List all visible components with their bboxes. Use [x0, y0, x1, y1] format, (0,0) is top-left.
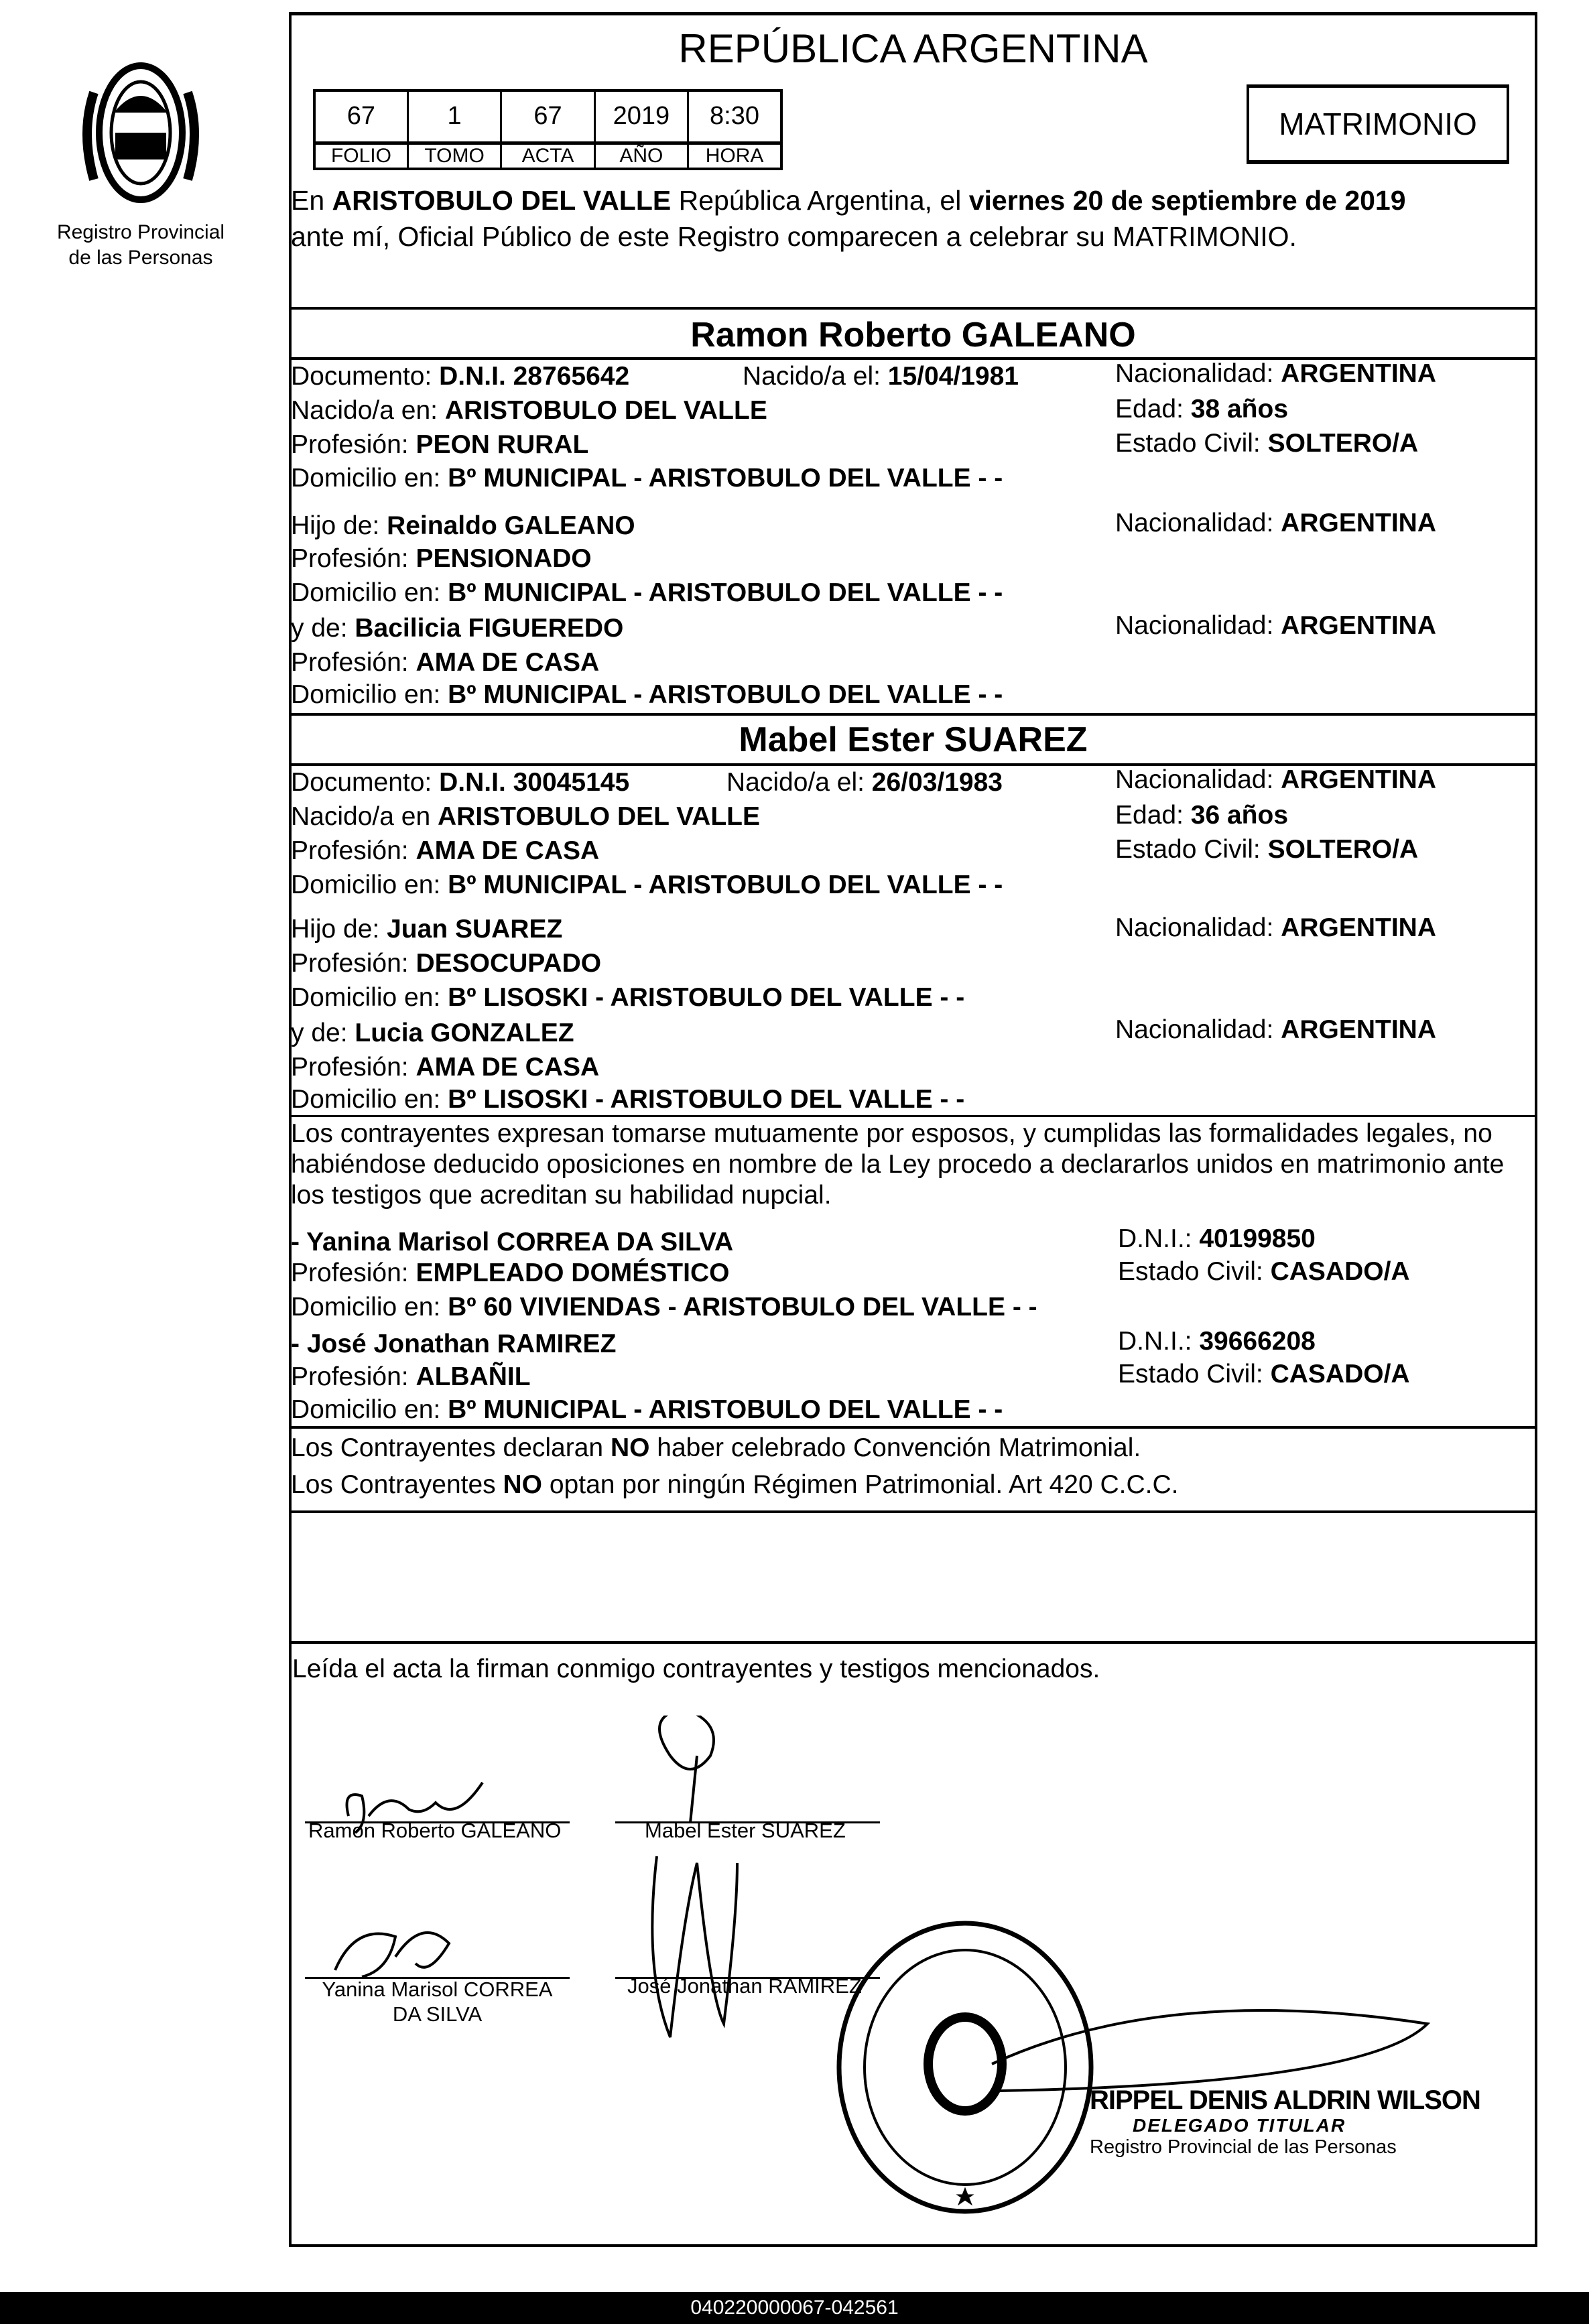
tomo-value: 1: [407, 90, 501, 143]
folio-label: FOLIO: [314, 143, 407, 169]
year-label: AÑO: [594, 143, 688, 169]
divider: [289, 1115, 1537, 1117]
official-office: Registro Provincial de las Personas: [1090, 2136, 1397, 2158]
act-type-box: MATRIMONIO: [1247, 84, 1509, 164]
closing-text: Leída el acta la firman conmigo contrayentes y testigos mencionados.: [292, 1655, 1100, 1683]
divider: [289, 1510, 1537, 1513]
acta-label: ACTA: [501, 143, 594, 169]
witness2-signature-label: José Jonathan RAMIREZ: [627, 1974, 862, 1998]
year-value: 2019: [594, 90, 688, 143]
acta-value: 67: [501, 90, 594, 143]
document-title: REPÚBLICA ARGENTINA: [678, 26, 1148, 71]
groom-signature-label: Ramon Roberto GALEANO: [308, 1819, 562, 1842]
tomo-label: TOMO: [407, 143, 501, 169]
provincial-seal-icon: [74, 52, 208, 213]
official-title: DELEGADO TITULAR: [1133, 2115, 1346, 2136]
divider: [289, 1426, 1537, 1429]
folio-value: 67: [314, 90, 407, 143]
intro-text: En ARISTOBULO DEL VALLE República Argentina, el viernes 20 de septiembre de 2019 ante mí, Oficial Público de este Registro comparecen a celebrar su MATRIMONIO.: [291, 185, 1406, 252]
bride-name-heading: Mabel Ester SUAREZ: [739, 720, 1088, 759]
official-name: RIPPEL DENIS ALDRIN WILSON: [1090, 2085, 1480, 2115]
witness1-signature-label: Yanina Marisol CORREA DA SILVA: [322, 1978, 553, 2026]
official-stamp-icon: [831, 1917, 1434, 2232]
declaration-text: Los contrayentes expresan tomarse mutuamente por esposos, y cumplidas las formalidades legales, no habiéndose deducido oposiciones en nombre de la Ley procedo a declararlos unidos en matrimonio ante los testigos que acreditan su habilidad nupcial.: [291, 1119, 1505, 1210]
divider: [289, 307, 1537, 310]
hour-label: HORA: [688, 143, 781, 169]
divider: [289, 713, 1537, 716]
hour-value: 8:30: [688, 90, 781, 143]
divider: [289, 1641, 1537, 1644]
registry-table: [313, 89, 783, 170]
regime-text: Los Contrayentes declaran NO haber celebrado Convención Matrimonial. Los Contrayentes NO optan por ningún Régimen Patrimonial. Art 420 C.C.C.: [291, 1433, 1179, 1499]
logo-caption: de las Personas: [68, 247, 213, 269]
groom-name-heading: Ramon Roberto GALEANO: [690, 316, 1136, 354]
document-barcode-number: 040220000067-042561: [0, 2292, 1589, 2324]
bride-signature-label: Mabel Ester SUAREZ: [645, 1819, 846, 1842]
logo-caption: Registro Provincial: [56, 221, 225, 243]
